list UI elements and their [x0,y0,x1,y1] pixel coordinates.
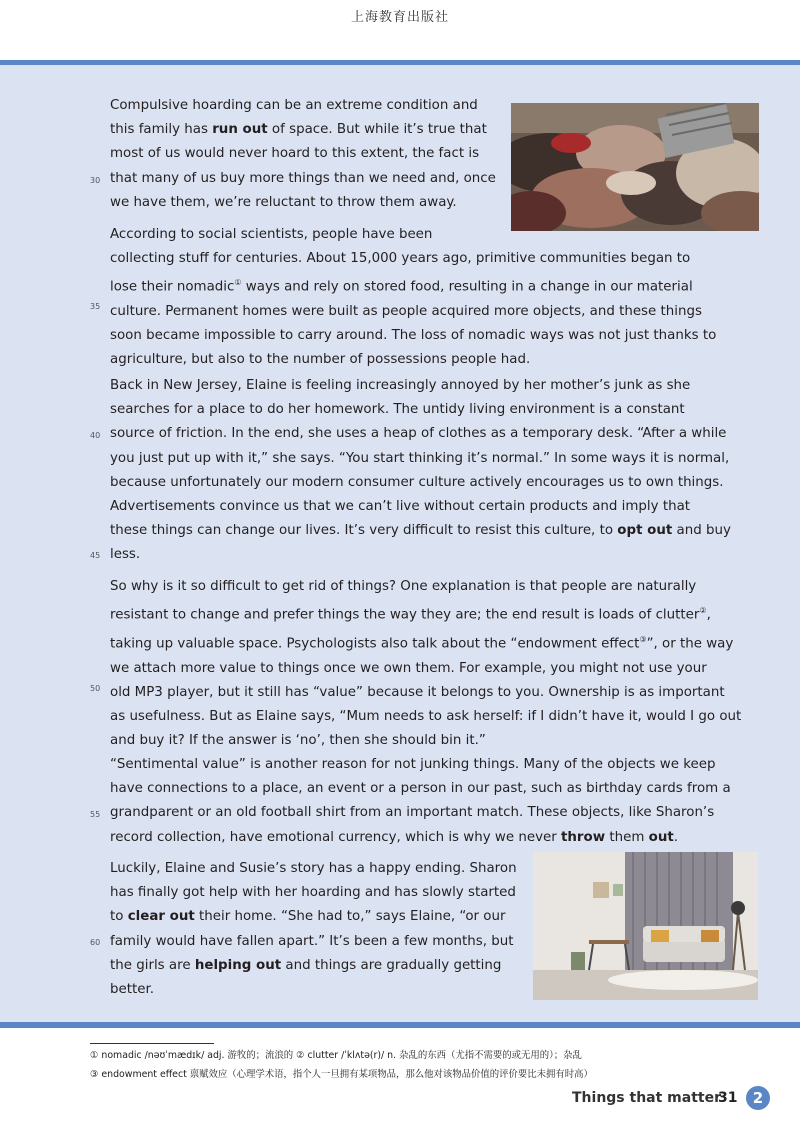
footnote-3: ③ endowment effect 禀赋效应（心理学术语，指个人一旦拥有某项物品，那么他对该物品价值的评价要比未拥有时高） [90,1069,593,1080]
text-line: ways and rely on stored food, resulting in a change in our material [241,279,693,295]
text-line: and buy [672,523,731,539]
text-line: of space. But while it’s true that [267,122,487,138]
text-line: you just put up with it,” she says. “You start thinking it’s normal.” In some ways it is normal, [110,450,730,466]
text-line: record collection, have emotional currency, which is why we never [110,829,561,845]
text-line: , [706,607,711,623]
text-line: According to social scientists, people have been [110,227,433,242]
bottom-accent-bar [0,1022,800,1028]
text-line: searches for a place to do her homework. The untidy living environment is a constant [110,402,685,418]
text-line: So why is it so difficult to get rid of things? One explanation is that people are naturally [110,579,697,594]
text-line: has finally got help with her hoarding and has slowly started [110,885,516,901]
line-number-45: 45 [90,551,101,560]
text-line: source of friction. In the end, she uses a heap of clothes as a temporary desk. “After a while [110,426,727,442]
phrasal-verb: helping out [194,957,282,973]
line-number-50: 50 [90,684,101,693]
text-line: lose their nomadic [110,279,235,295]
text-line: and things are gradually getting [281,957,502,973]
text-line: family would have fallen apart.” It’s been a few months, but [110,933,514,949]
footnote-marker: ② [699,606,707,616]
footnote-1-2: ① nomadic /nəʊˈmædɪk/ adj. 游牧的；流浪的 ② clutter /ˈklʌtə(r)/ n. 杂乱的东西（尤指不需要的或无用的）；杂乱 [90,1050,582,1061]
text-line: Back in New Jersey, Elaine is feeling increasingly annoyed by her mother’s junk as she [110,378,691,393]
text-line: and buy it? If the answer is ‘no’, then she should bin it.” [110,733,486,749]
text-line: them [605,829,649,845]
line-number-30: 30 [90,176,101,185]
text-line: these things can change our lives. It’s very difficult to resist this culture, to [110,523,618,539]
publisher-header: 上海教育出版社 [350,10,449,25]
text-line: culture. Permanent homes were built as people acquired more objects, and these things [110,304,702,320]
line-number-40: 40 [90,431,101,440]
line-number-35: 35 [90,302,101,311]
unit-badge: 2 [746,1086,770,1110]
line-number-55: 55 [90,810,101,819]
clothes-pile-photo [511,103,759,231]
text-line: that many of us buy more things than we need and, once [110,170,496,186]
page-number: 31 [718,1090,738,1106]
text-line: their home. “She had to,” says Elaine, “or our [194,909,506,925]
text-line: grandparent or an old football shirt from an important match. These objects, like Sharon’s [110,805,715,821]
paragraph-6 [110,857,517,1002]
living-room-photo [533,852,758,1000]
paragraph-1 [110,94,496,215]
text-line: agriculture, but also to the number of possessions people had. [110,352,531,368]
text-line: “Sentimental value” is another reason for not junking things. Many of the objects we keep [110,757,716,772]
text-line: old MP3 player, but it still has “value” because it belongs to you. Ownership is as important [110,684,725,700]
text-line: ”, or the way [646,636,734,652]
paragraph-2 [110,223,716,373]
paragraph-3 [110,374,731,568]
text-line: we attach more value to things once we own them. For example, you might not use your [110,660,707,676]
text-line: because unfortunately our modern consumer culture actively encourages us to own things. [110,474,724,490]
footnote-marker: ③ [639,634,647,644]
text-line: this family has [110,122,213,138]
text-line: have connections to a place, an event or a person in our past, such as birthday cards from a [110,781,731,797]
line-number-60: 60 [90,938,101,947]
text-line: collecting stuff for centuries. About 15,000 years ago, primitive communities began to [110,251,691,267]
text-line: the girls are [110,957,195,973]
phrasal-verb: run out [212,122,268,138]
text-line: resistant to change and prefer things the way they are; the end result is loads of clutter [110,607,700,623]
text-line: taking up valuable space. Psychologists also talk about the “endowment effect [110,636,640,652]
text-line: most of us would never hoard to this extent, the fact is [110,146,480,162]
text-line: Luckily, Elaine and Susie’s story has a happy ending. Sharon [110,861,517,876]
phrasal-verb: out [648,829,674,845]
paragraph-4 [110,575,741,753]
text-line: soon became impossible to carry around. The loss of nomadic ways was not just thanks to [110,328,717,344]
text-line: as usefulness. But as Elaine says, “Mum needs to ask herself: if I didn’t have it, would I go out [110,708,742,724]
text-line: . [673,829,679,845]
footnote-marker: ① [234,278,242,288]
text-line: to [110,909,128,925]
paragraph-5 [110,753,731,850]
footnote-divider [90,1043,214,1044]
phrasal-verb: opt out [617,523,673,539]
phrasal-verb: clear out [127,909,195,925]
running-title: Things that matter [572,1090,722,1106]
text-line: Compulsive hoarding can be an extreme condition and [110,98,478,113]
text-line: less. [110,547,141,563]
phrasal-verb: throw [561,829,606,845]
text-line: Advertisements convince us that we can’t live without certain products and imply that [110,499,691,515]
text-line: we have them, we’re reluctant to throw them away. [110,194,457,210]
text-line: better. [110,982,155,998]
